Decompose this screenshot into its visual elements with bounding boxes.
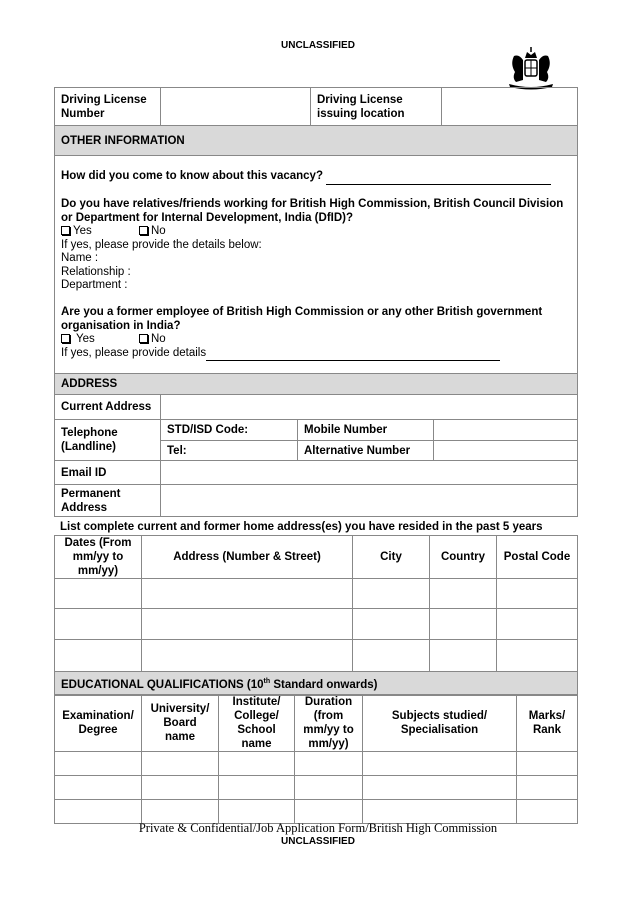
- education-table: [54, 694, 578, 824]
- cell[interactable]: [353, 640, 430, 672]
- relatives-no-checkbox[interactable]: No: [139, 225, 217, 239]
- table-row: [55, 609, 578, 640]
- cell[interactable]: [219, 752, 295, 776]
- address-heading: ADDRESS: [55, 374, 578, 395]
- col-marks: Marks/ Rank: [517, 695, 578, 752]
- checkbox-icon: [61, 334, 70, 343]
- mobile-number-field[interactable]: [434, 420, 578, 441]
- col-institute: Institute/ College/ School name: [219, 695, 295, 752]
- cell[interactable]: [295, 752, 363, 776]
- col-duration: Duration (from mm/yy to mm/yy): [295, 695, 363, 752]
- former-employee-question: Are you a former employee of British High Commission or any other British government organisation in India?: [61, 306, 543, 332]
- cell[interactable]: [363, 800, 517, 824]
- cell[interactable]: [353, 609, 430, 640]
- relatives-yes-checkbox[interactable]: Yes: [61, 225, 139, 239]
- col-dates: Dates (From mm/yy to mm/yy): [55, 536, 142, 579]
- cell[interactable]: [363, 752, 517, 776]
- checkbox-icon: [139, 226, 148, 235]
- cell[interactable]: [295, 776, 363, 800]
- footer-text: Private & Confidential/Job Application Form/British High Commission: [138, 821, 498, 835]
- col-examination: Examination/ Degree: [55, 695, 142, 752]
- cell[interactable]: [295, 800, 363, 824]
- cell[interactable]: [430, 579, 497, 609]
- table-row: [55, 776, 578, 800]
- permanent-address-field[interactable]: [161, 485, 578, 517]
- cell[interactable]: [497, 609, 578, 640]
- table-row: [55, 579, 578, 609]
- std-code-field[interactable]: STD/ISD Code:: [161, 420, 298, 441]
- cell[interactable]: [55, 776, 142, 800]
- cell[interactable]: [219, 800, 295, 824]
- classification-footer: UNCLASSIFIED: [281, 836, 355, 847]
- cell[interactable]: [219, 776, 295, 800]
- table-row: [55, 640, 578, 672]
- cell[interactable]: [142, 752, 219, 776]
- cell[interactable]: [430, 609, 497, 640]
- col-subjects: Subjects studied/ Specialisation: [363, 695, 517, 752]
- checkbox-icon: [61, 226, 70, 235]
- cell[interactable]: [55, 752, 142, 776]
- email-field[interactable]: [161, 461, 578, 485]
- tel-field[interactable]: Tel:: [161, 441, 298, 461]
- alternative-number-label: Alternative Number: [298, 441, 434, 461]
- col-postal-code: Postal Code: [497, 536, 578, 579]
- other-information-section: [55, 156, 578, 374]
- cell[interactable]: [430, 640, 497, 672]
- vacancy-source-field[interactable]: [326, 170, 551, 185]
- current-address-field[interactable]: [161, 395, 578, 420]
- education-heading: EDUCATIONAL QUALIFICATIONS (10th Standard onwards): [55, 672, 578, 696]
- cell[interactable]: [517, 752, 578, 776]
- cell[interactable]: [55, 579, 142, 609]
- relative-department-label[interactable]: Department :: [61, 279, 128, 291]
- relative-name-label[interactable]: Name :: [61, 252, 99, 264]
- driving-license-number-label: Driving License Number: [55, 88, 161, 126]
- telephone-label: Telephone (Landline): [55, 420, 161, 461]
- cell[interactable]: [517, 776, 578, 800]
- cell[interactable]: [497, 640, 578, 672]
- mobile-number-label: Mobile Number: [298, 420, 434, 441]
- vacancy-source-question: How did you come to know about this vacancy?: [61, 170, 323, 182]
- relatives-question: Do you have relatives/friends working for British High Commission, British Council Division or Department for Internal Development, India (DfID)?: [61, 198, 564, 224]
- email-label: Email ID: [55, 461, 161, 485]
- table-row: [55, 800, 578, 824]
- cell[interactable]: [142, 776, 219, 800]
- cell[interactable]: [497, 579, 578, 609]
- address-table: [54, 394, 578, 517]
- former-employee-details-label: If yes, please provide details: [61, 346, 207, 359]
- cell[interactable]: [353, 579, 430, 609]
- former-employee-yes-checkbox[interactable]: Yes: [61, 333, 139, 347]
- checkbox-icon: [139, 334, 148, 343]
- other-information-heading: OTHER INFORMATION: [55, 126, 578, 156]
- former-employee-no-checkbox[interactable]: No: [139, 333, 217, 347]
- col-address: Address (Number & Street): [142, 536, 353, 579]
- former-employee-details-field[interactable]: [206, 347, 500, 362]
- current-address-label: Current Address: [55, 395, 161, 420]
- alternative-number-field[interactable]: [434, 441, 578, 461]
- cell[interactable]: [142, 800, 219, 824]
- driving-license-table: [54, 87, 578, 395]
- col-country: Country: [430, 536, 497, 579]
- cell[interactable]: [517, 800, 578, 824]
- relatives-details-label: If yes, please provide the details below:: [61, 238, 262, 251]
- royal-coat-of-arms-icon: [506, 46, 556, 90]
- cell[interactable]: [142, 640, 353, 672]
- cell[interactable]: [55, 640, 142, 672]
- address-history-instruction: List complete current and former home address(es) you have resided in the past 5 years: [60, 521, 543, 533]
- address-history-table: [54, 535, 578, 696]
- driving-license-location-field[interactable]: [442, 88, 578, 126]
- relative-relationship-label[interactable]: Relationship :: [61, 265, 131, 278]
- driving-license-number-field[interactable]: [161, 88, 311, 126]
- cell[interactable]: [55, 800, 142, 824]
- cell[interactable]: [142, 579, 353, 609]
- table-row: [55, 752, 578, 776]
- cell[interactable]: [142, 609, 353, 640]
- driving-license-location-label: Driving License issuing location: [311, 88, 442, 126]
- cell[interactable]: [55, 609, 142, 640]
- permanent-address-label: Permanent Address: [55, 485, 161, 517]
- classification-header: UNCLASSIFIED: [281, 40, 355, 51]
- col-university: University/ Board name: [142, 695, 219, 752]
- cell[interactable]: [363, 776, 517, 800]
- col-city: City: [353, 536, 430, 579]
